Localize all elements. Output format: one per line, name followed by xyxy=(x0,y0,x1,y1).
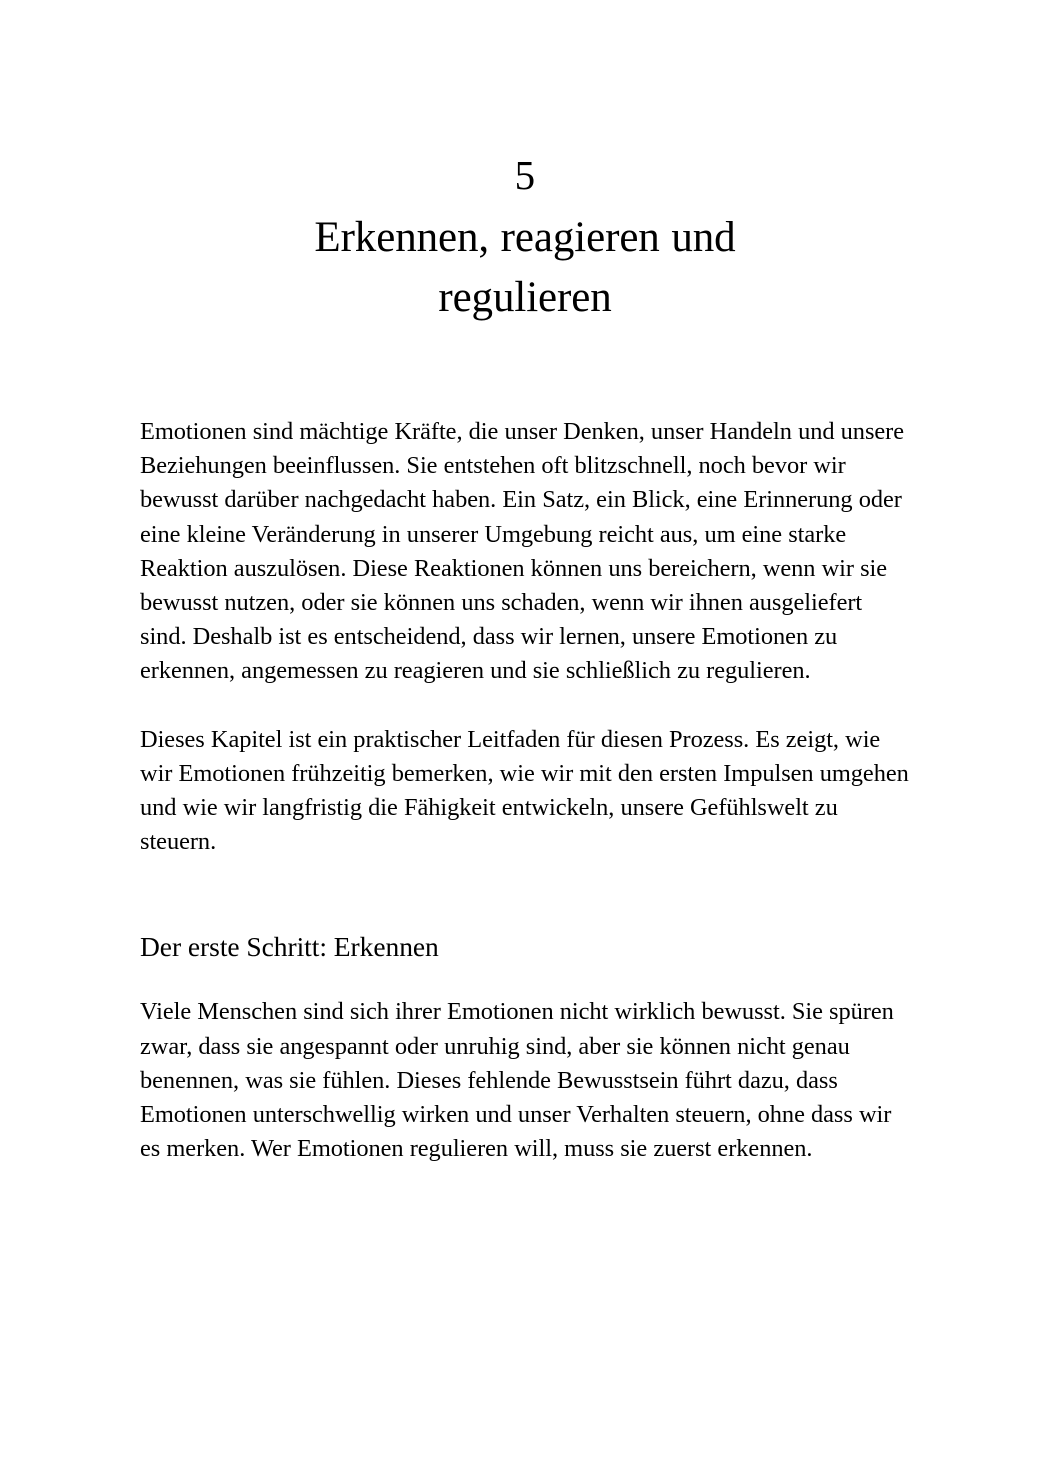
section-paragraph: Viele Menschen sind sich ihrer Emotionen nicht wirklich bewusst. Sie spüren zwar, dass sie angespannt oder unruhig sind, aber sie können nicht genau benennen, was sie fühlen. Dieses fehlende Bewusstsein führt dazu, dass Emotionen unterschwellig wirken und unser Verhalten steuern, ohne dass wir es merken. Wer Emotionen regulieren will, muss sie zuerst erkennen. xyxy=(140,998,894,1163)
body-paragraph: Emotionen sind mächtige Kräfte, die unser Denken, unser Handeln und unsere Beziehungen beeinflussen. Sie entstehen oft blitzschnell, noch bevor wir bewusst darüber nachgedacht haben. Ein Satz, ein Blick, eine Erinnerung oder eine kleine Veränderung in unserer Umgebung reicht aus, um eine starke Reaktion auszulösen. Diese Reaktionen können uns bereichern, wenn wir sie bewusst nutzen, oder sie können uns schaden, wenn wir ihnen ausgeliefert sind. Deshalb ist es entscheidend, dass wir lernen, unsere Emotionen zu erkennen, angemessen zu reagieren und sie schließlich zu regulieren. xyxy=(140,418,905,685)
chapter-header xyxy=(0,148,1050,328)
body-paragraph: Dieses Kapitel ist ein praktischer Leitfaden für diesen Prozess. Es zeigt, wie wir Emotionen frühzeitig bemerken, wie wir mit den ersten Impulsen umgehen und wie wir langfristig die Fähigkeit entwickeln, unsere Gefühlswelt zu steuern. xyxy=(140,725,909,856)
chapter-title: Erkennen, reagieren und regulieren xyxy=(314,214,736,321)
chapter-number: 5 xyxy=(514,152,536,198)
section-heading: Der erste Schritt: Erkennen xyxy=(140,931,439,963)
body-content xyxy=(140,415,912,1166)
